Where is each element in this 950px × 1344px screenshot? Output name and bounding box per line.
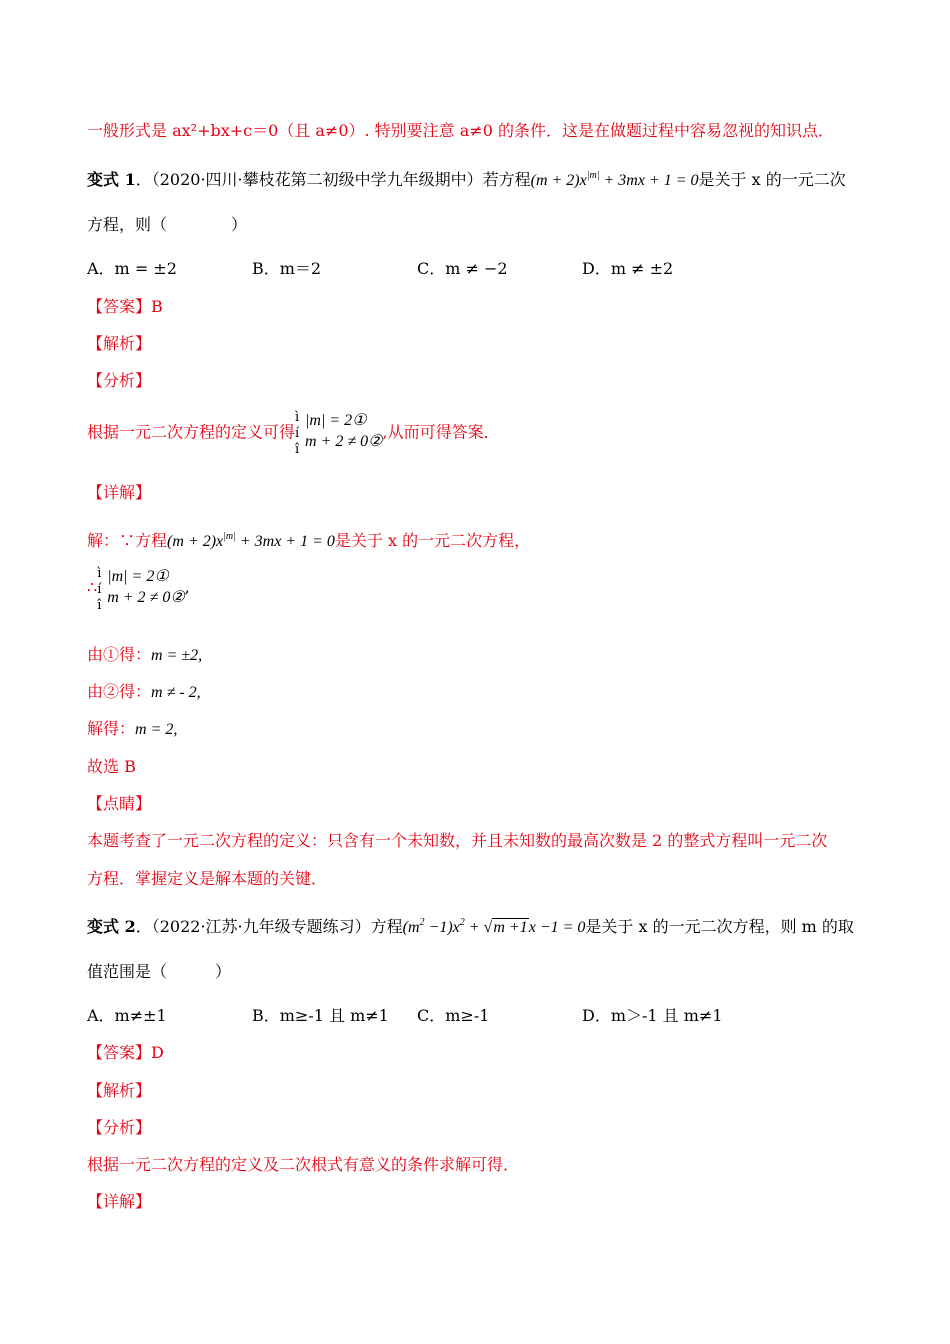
q1-source: ．（2020·四川·攀枝花第二初级中学九年级期中）若方程 [135, 170, 531, 189]
q2-xiangjie-heading: 【详解】 [87, 1192, 152, 1211]
q2-label: 变式 2 [87, 917, 136, 936]
left-brace-icon: ì í î [295, 410, 300, 457]
q1-analysis-post: ,从而可得答案． [382, 422, 500, 442]
q1-solution-system: ∴ ì í î |m| = 2① m + 2 ≠ 0②, [87, 566, 190, 613]
q1-step-from1: 由①得：m = ±2, [87, 645, 203, 664]
q2-stem-line2: 值范围是（ ） [87, 962, 232, 981]
q1-option-d: D．m ≠ ±2 [582, 259, 674, 278]
q2-source: ．（2022·江苏·九年级专题练习）方程 [135, 917, 403, 936]
q1-analysis-pre: 根据一元二次方程的定义可得 [87, 422, 296, 442]
q1-stem-tail: 是关于 x 的一元二次 [698, 170, 846, 189]
q1-xiangjie-heading: 【详解】 [87, 483, 152, 502]
q1-stem [87, 165, 846, 192]
q2-option-a: A．m≠±1 [87, 1006, 167, 1025]
q2-stem [87, 912, 854, 939]
left-brace-icon: ì í î [97, 566, 102, 613]
q1-step-from2: 由②得：m ≠ - 2, [87, 682, 201, 701]
q2-option-d: D．m＞-1 且 m≠1 [582, 1006, 723, 1025]
q1-label: 变式 1 [87, 170, 136, 189]
q1-comment-line2: 方程．掌握定义是解本题的关键． [87, 869, 328, 888]
q2-jiexi-heading: 【解析】 [87, 1081, 152, 1100]
q2-equation: $(m^2 -1)x^2 + √m +1x -1 = 0$ [402, 917, 586, 936]
q1-equation-system: ì í î |m| = 2① m + 2 ≠ 0② [295, 410, 383, 457]
q2-answer: 【答案】D [87, 1043, 164, 1062]
q2-analysis: 根据一元二次方程的定义及二次根式有意义的条件求解可得． [87, 1155, 520, 1174]
q1-solution-equation: $(m + 2)x^{|m|} + 3mx + 1 = 0$ [167, 531, 335, 550]
q1-step-solve: 解得：m = 2, [87, 719, 178, 738]
intro-text: 一般形式是 ax²+bx+c＝0（且 a≠0）. 特别要注意 a≠0 的条件．这是在做题过程中容易忽视的知识点． [87, 121, 834, 140]
q1-analysis [87, 410, 500, 457]
q1-equation: $(m + 2)x^{|m|} + 3mx + 1 = 0$ [530, 170, 699, 189]
q1-dianjing-heading: 【点睛】 [87, 794, 152, 813]
q2-fenxi-heading: 【分析】 [87, 1118, 152, 1137]
therefore-symbol: ∴ [87, 577, 98, 597]
q1-jiexi-heading: 【解析】 [87, 334, 152, 353]
q1-answer: 【答案】B [87, 297, 163, 316]
sqrt-icon: √ [483, 919, 493, 936]
q2-option-b: B．m≥-1 且 m≠1 [252, 1006, 389, 1025]
q1-stem-line2: 方程，则（ ） [87, 215, 248, 234]
q2-option-c: C．m≥-1 [417, 1006, 490, 1025]
q1-option-b: B．m＝2 [252, 259, 322, 278]
q1-choice: 故选 B [87, 757, 136, 776]
q1-comment-line1: 本题考查了一元二次方程的定义：只含有一个未知数，并且未知数的最高次数是 2 的整式方程叫一元二次 [87, 831, 828, 850]
q1-fenxi-heading: 【分析】 [87, 371, 152, 390]
q1-option-c: C．m ≠ −2 [417, 259, 508, 278]
q1-solution-line1: 解：∵方程$(m + 2)x^{|m|} + 3mx + 1 = 0$是关于 x 的一元二次方程， [87, 531, 531, 550]
q1-option-a: A．m = ±2 [87, 259, 177, 278]
q1-solution-equation-system: ì í î |m| = 2① m + 2 ≠ 0② [97, 566, 185, 613]
q2-stem-tail: 是关于 x 的一元二次方程，则 m 的取 [585, 917, 854, 936]
